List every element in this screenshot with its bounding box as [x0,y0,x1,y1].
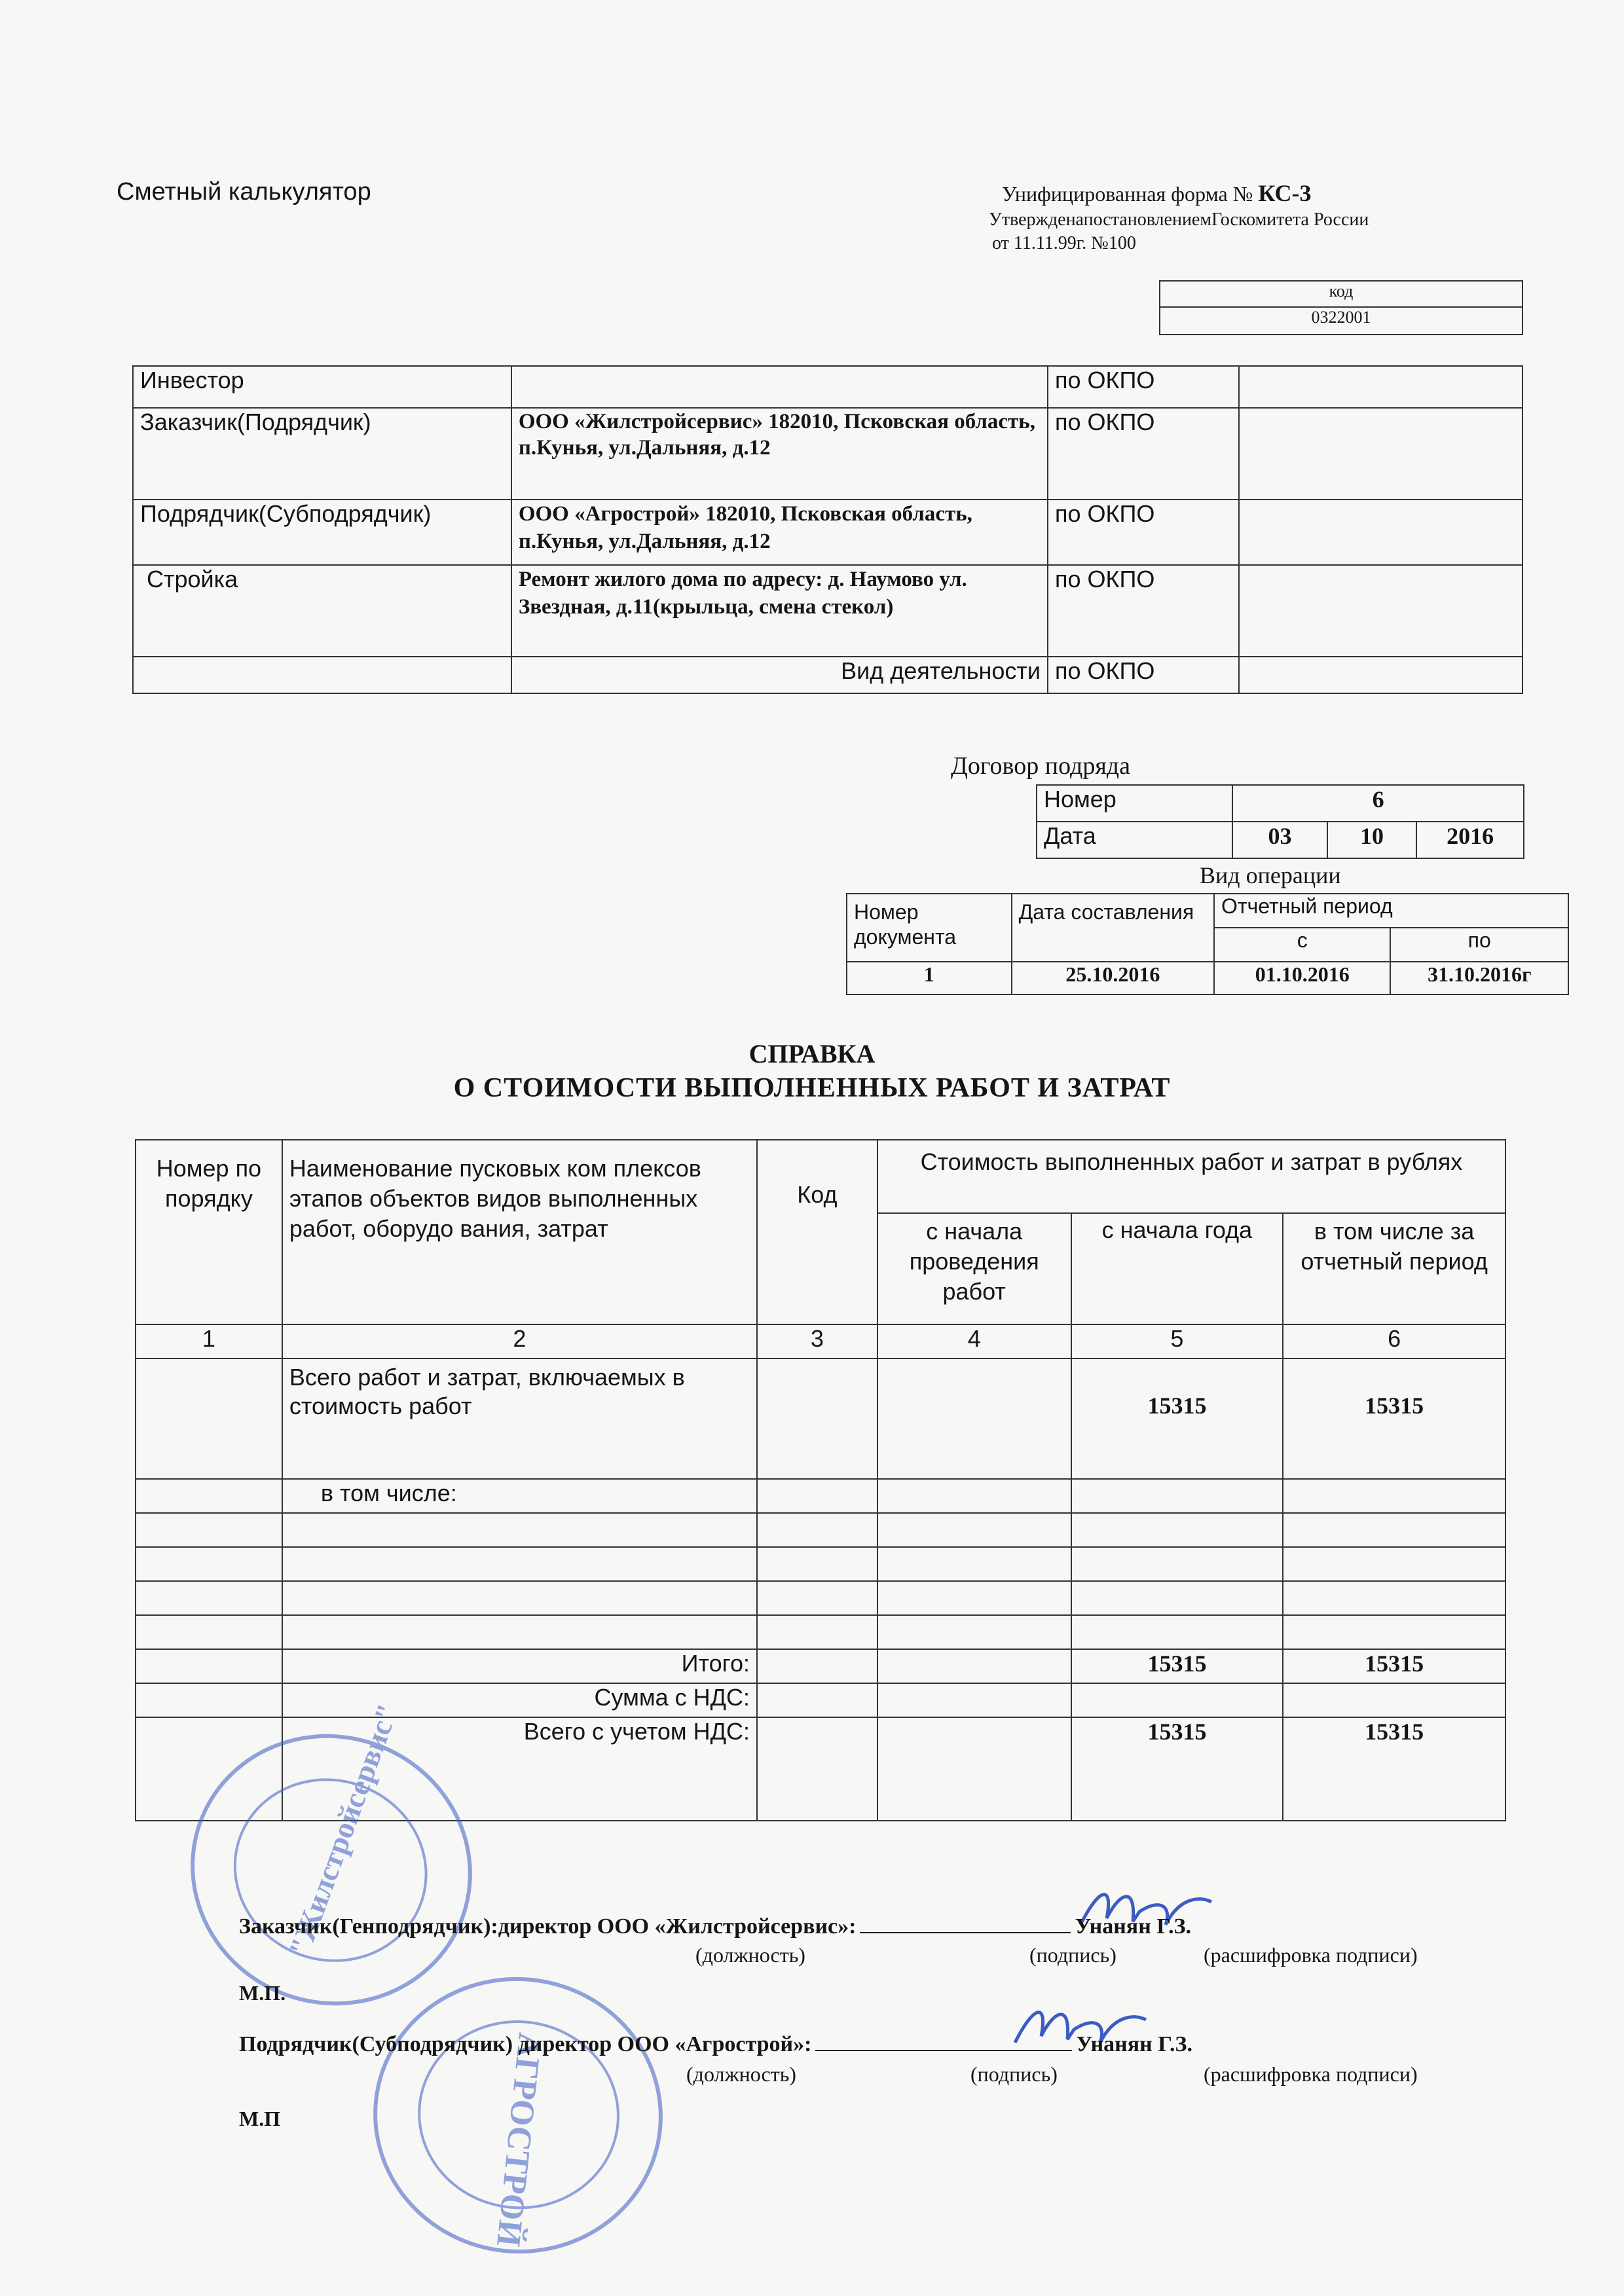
parties-table [132,365,1523,694]
total-works-label: Всего работ и затрат, включаемых в стоимость работ [282,1358,757,1479]
doc-number-label: Номер документа [847,894,1012,962]
okpo-label: по ОКПО [1048,366,1239,408]
total-vat-year: 15315 [1071,1717,1283,1821]
kod-table [1159,280,1523,335]
okpo-label: по ОКПО [1048,500,1239,565]
col-code-header: Код [757,1140,877,1324]
kod-label: код [1160,281,1522,307]
stamp-agrostroy-text: АГРОСТРОЙ [489,2031,549,2249]
mp-contractor: М.П [239,2107,281,2130]
table-cell [136,1479,282,1513]
col-cost-header: Стоимость выполненных работ и затрат в рублях [877,1140,1505,1213]
itogo-label: Итого: [282,1649,757,1683]
contractor-sign-caption: (подпись) [970,2062,1058,2086]
customer-sign-caption: (подпись) [1029,1943,1116,1967]
table-cell [877,1479,1071,1513]
total-vat-period: 15315 [1283,1717,1505,1821]
signature-scribble-2 [1008,1990,1153,2069]
signature-scribble-1 [1074,1872,1218,1951]
signature-blank [815,2050,1072,2051]
contractor-signature-line [239,2032,1192,2057]
okpo-value [1239,657,1522,693]
contractor-decode-caption: (расшифровка подписи) [1204,2062,1418,2086]
customer-position-caption: (должность) [695,1943,805,1967]
kod-value: 0322001 [1160,307,1522,335]
doc-info-table [846,893,1569,995]
okpo-label: по ОКПО [1048,565,1239,657]
table-cell [136,1649,282,1683]
col-number: 3 [757,1324,877,1358]
okpo-value [1239,500,1522,565]
contract-date-label: Дата [1037,822,1232,858]
contractor-name: Унанян Г.З. [1076,2032,1192,2056]
okpo-value [1239,366,1522,408]
period-from-label: с [1214,928,1390,962]
approved-line: УтвержденапостановлениемГоскомитета России [989,210,1369,230]
table-cell [757,1717,877,1821]
party-value-contractor: ООО «Агрострой» 182010, Псковская область, п.Кунья, ул.Дальняя, д.12 [511,500,1048,565]
activity-blank [133,657,511,693]
doc-number: 1 [847,962,1012,994]
party-label-construction: Стройка [133,565,511,657]
mp-customer: М.П. [239,1981,286,2005]
total-works-year: 15315 [1071,1358,1283,1479]
col-num-header: Номер по порядку [136,1140,282,1324]
table-row [136,1615,1505,1649]
col-name-header: Наименование пусковых ком плексов этапов объектов видов выполненных работ, оборудо вания, затрат [282,1140,757,1324]
total-works-period: 15315 [1283,1358,1505,1479]
table-cell [877,1683,1071,1717]
stamp-zhilstroyservis-text: "Жилстройсервис" [282,1699,405,1961]
okpo-value [1239,565,1522,657]
party-label-contractor: Подрядчик(Субподрядчик) [133,500,511,565]
contract-title: Договор подряда [951,752,1130,780]
customer-signature-line [239,1914,1191,1939]
signature-blank [860,1932,1071,1933]
stamp-agrostroy [360,1963,676,2268]
period-to-label: по [1390,928,1568,962]
table-cell [877,1649,1071,1683]
period-from: 01.10.2016 [1214,962,1390,994]
form-title [1002,179,1311,207]
customer-decode-caption: (расшифровка подписи) [1204,1943,1418,1967]
table-cell [877,1358,1071,1479]
doc-date-label: Дата составления [1012,894,1214,962]
table-cell [136,1683,282,1717]
party-value-investor [511,366,1048,408]
table-row [136,1547,1505,1581]
okpo-label: по ОКПО [1048,408,1239,500]
table-cell [757,1358,877,1479]
table-cell [136,1358,282,1479]
col-number: 6 [1283,1324,1505,1358]
party-value-customer: ООО «Жилстройсервис» 182010, Псковская область, п.Кунья, ул.Дальняя, д.12 [511,408,1048,500]
contract-month: 10 [1327,822,1417,858]
col-from-year-header: с начала года [1071,1213,1283,1324]
period-to: 31.10.2016г [1390,962,1568,994]
party-label-investor: Инвестор [133,366,511,408]
okpo-label: по ОКПО [1048,657,1239,693]
activity-label: Вид деятельности [511,657,1048,693]
contractor-line: Подрядчик(Субподрядчик) директор ООО «Агрострой»: [239,2032,812,2056]
form-code: КС-3 [1258,180,1312,206]
approved-date: от 11.11.99г. №100 [992,233,1136,253]
including-label: в том числе: [282,1479,757,1513]
table-cell [1283,1683,1505,1717]
doc-title-line1: СПРАВКА [748,1039,876,1068]
form-title-prefix: Унифицированная форма № [1002,182,1253,206]
col-number: 2 [282,1324,757,1358]
contract-number: 6 [1232,785,1524,822]
party-label-customer: Заказчик(Подрядчик) [133,408,511,500]
itogo-period: 15315 [1283,1649,1505,1683]
table-cell [1283,1479,1505,1513]
table-cell [757,1479,877,1513]
col-number: 5 [1071,1324,1283,1358]
table-cell [757,1649,877,1683]
doc-date: 25.10.2016 [1012,962,1214,994]
contract-number-label: Номер [1037,785,1232,822]
col-number: 1 [136,1324,282,1358]
itogo-year: 15315 [1071,1649,1283,1683]
contractor-position-caption: (должность) [686,2062,796,2086]
col-number: 4 [877,1324,1071,1358]
customer-line: Заказчик(Генподрядчик):директор ООО «Жилстройсервис»: [239,1914,857,1939]
table-row [136,1513,1505,1547]
table-cell [1071,1479,1283,1513]
col-period-header: в том числе за отчетный период [1283,1213,1505,1324]
contract-table [1036,784,1524,859]
total-vat-label: Всего с учетом НДС: [282,1717,757,1821]
col-from-start-header: с начала проведения работ [877,1213,1071,1324]
party-value-construction: Ремонт жилого дома по адресу: д. Наумово ул. Звездная, д.11(крыльца, смена стекол) [511,565,1048,657]
period-label: Отчетный период [1214,894,1568,928]
main-table [135,1139,1506,1821]
table-cell [757,1683,877,1717]
table-row [136,1581,1505,1615]
table-cell [1071,1683,1283,1717]
table-cell [877,1717,1071,1821]
customer-name: Унанян Г.З. [1075,1914,1192,1939]
okpo-value [1239,408,1522,500]
left-title: Сметный калькулятор [117,178,371,206]
contract-day: 03 [1232,822,1327,858]
contract-year: 2016 [1416,822,1524,858]
operation-label: Вид операции [1200,862,1341,888]
vat-label: Сумма с НДС: [282,1683,757,1717]
doc-title-line2: О СТОИМОСТИ ВЫПОЛНЕННЫХ РАБОТ И ЗАТРАТ [453,1073,1171,1103]
